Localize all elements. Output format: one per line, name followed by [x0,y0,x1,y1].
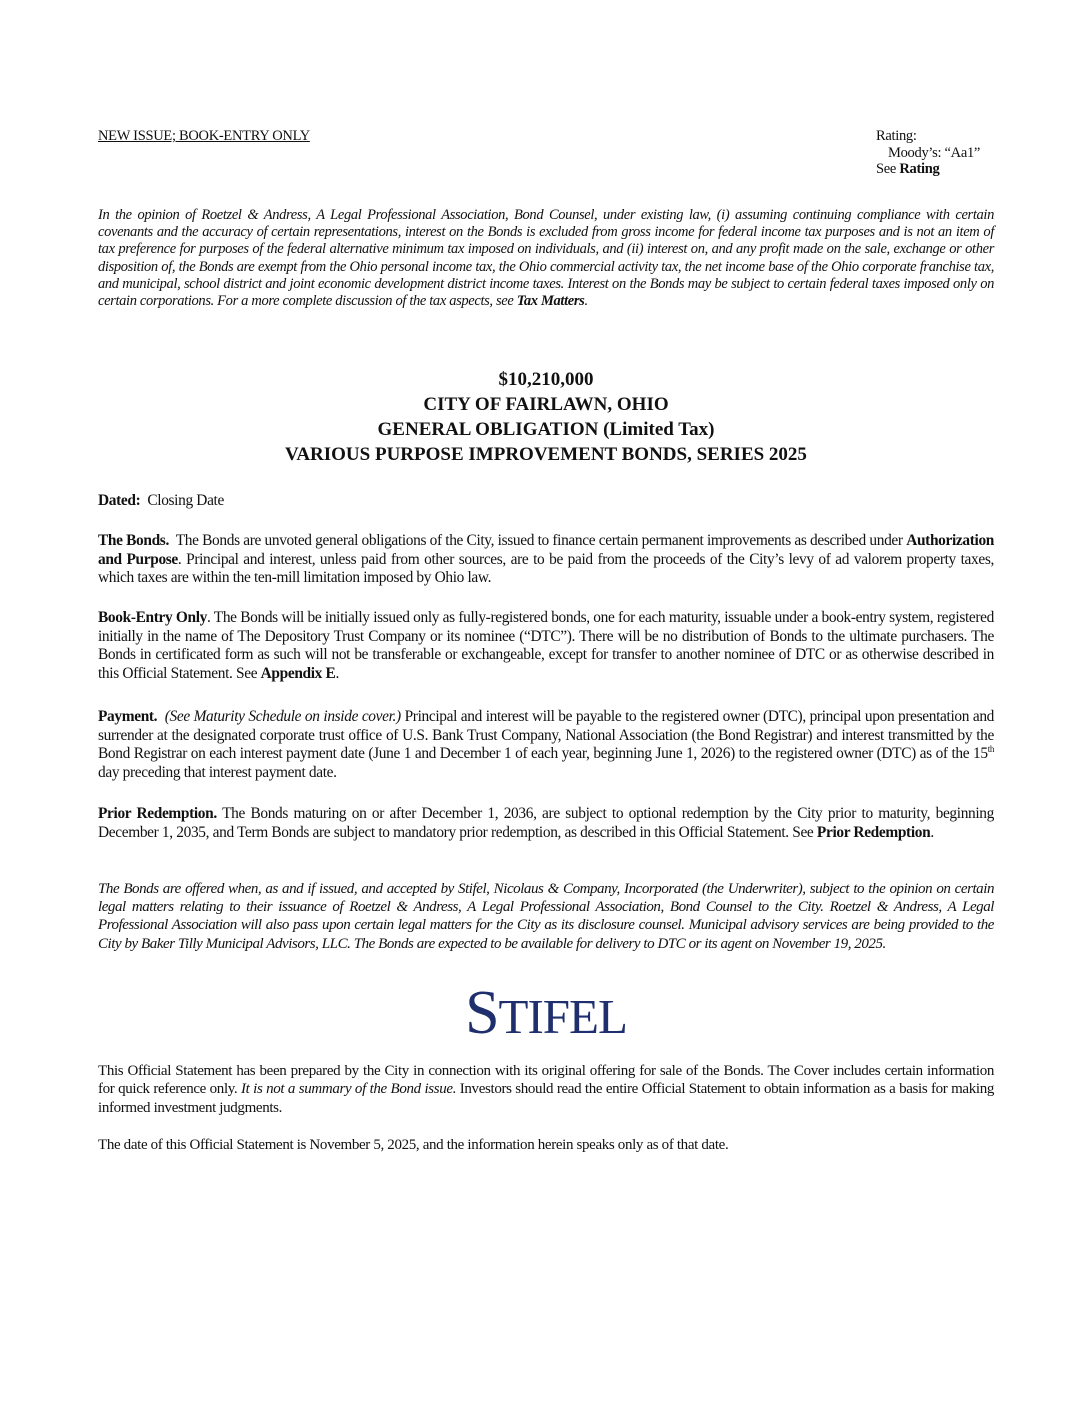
prepared-paragraph [98,1062,994,1117]
appendix-e-link[interactable]: Appendix E [260,664,336,682]
issuer-name: CITY OF FAIRLAWN, OHIO [423,394,669,415]
payment-paragraph [98,708,994,782]
prior-redemption-end: . [930,823,934,841]
bond-type: GENERAL OBLIGATION (Limited Tax) [377,419,715,440]
book-entry-paragraph [98,609,994,683]
issue-type-label: NEW ISSUE; BOOK-ENTRY ONLY [98,128,310,144]
payment-heading: Payment. [98,708,158,725]
prepared-text-1: This Official Statement has been prepared by the City in connection with its original offering for sale of the Bonds. The Cover includes certain information for quick reference only. [98,1063,994,1098]
book-entry-heading: Book-Entry Only [98,609,207,626]
not-summary-note: It is not a summary of the Bond issue. [241,1081,457,1098]
rating-label: Rating: [876,128,917,144]
prior-redemption-link[interactable]: Prior Redemption [816,823,931,841]
the-bonds-heading: The Bonds. [98,532,169,549]
rating-section-link[interactable]: Rating [899,161,940,177]
prepared-text-2: Investors should read the entire Official Statement to obtain information as a basis for making informed investment judgments. [98,1081,994,1116]
prior-redemption-text: The Bonds maturing on or after December 1, 2036, are subject to optional redemption by the City prior to maturity, beginning December 1, 2035, and Term Bonds are subject to mandatory prior redemption, as described in this Official Statement. See [98,805,995,841]
dated-value: Closing Date [147,492,224,509]
rating-box [876,128,980,178]
bond-amount: $10,210,000 [498,369,594,390]
logo-first-letter: S [465,979,499,1047]
the-bonds-text-1: The Bonds are unvoted general obligations of the City, issued to finance certain permanent improvements as described under [175,532,907,549]
rating-see-prefix: See [876,161,900,177]
tax-opinion-text: In the opinion of Roetzel & Andress, A Legal Professional Association, Bond Counsel, under existing law, (i) assuming continuing compliance with certain covenants and the accuracy of certain representations, interest on the Bonds is excluded from gross income for federal income tax purposes and is not an item of tax preference for purposes of the federal alternative minimum tax imposed on individuals, and (ii) interest on, and any profit made on the sale, exchange or other disposition of, the Bonds are exempt from the Ohio personal income tax, the Ohio commercial activity tax, the net income base of the Ohio corporate franchise tax, and municipal, school district and joint economic development district income taxes. Interest on the Bonds may be subject to certain federal taxes imposed only on certain corporations. For a more complete discussion of the tax aspects, see [98,207,994,310]
authorization-purpose-link[interactable]: Authorization and Purpose [98,532,994,568]
rating-value: Moody’s: “Aa1” [888,144,981,161]
payment-text-1: Principal and interest will be payable to the registered owner (DTC), principal upon presentation and surrender at the designated corporate trust office of U.S. Bank Trust Company, National Association (the Bond Registrar) and interest transmitted by the Bond Registrar on each interest payment date (June 1 and December 1 of each year, beginning June 1, 2026) to the registered owner (DTC) as of the 15 [98,708,995,763]
stifel-logo [98,978,994,1052]
payment-text-2: day preceding that interest payment date. [98,763,337,781]
bond-series: VARIOUS PURPOSE IMPROVEMENT BONDS, SERIES 2025 [285,444,807,465]
rating-reference [876,161,980,178]
book-entry-text: . The Bonds will be initially issued only as fully-registered bonds, one for each maturity, issuable under a book-entry system, registered initially in the name of The Depository Trust Company or its nominee (“DTC”). There will be no distribution of Bonds to the ultimate purchasers. The Bonds in certificated form as such will not be transferable or exchangeable, except for transfer to another nominee of DTC or as otherwise described in this Official Statement. See [98,609,994,682]
statement-date-paragraph: The date of this Official Statement is November 5, 2025, and the information herein speaks only as of that date. [98,1137,729,1153]
dated-label: Dated: [98,492,141,509]
dated-line [98,492,994,511]
the-bonds-text-2: . Principal and interest, unless paid from other sources, are to be paid from the proceeds of the City’s levy of ad valorem property taxes, which taxes are within the ten-mill limitation imposed by Ohio law. [98,550,994,587]
tax-opinion-end: . [584,293,588,310]
the-bonds-paragraph [98,532,994,588]
prior-redemption-heading: Prior Redemption. [98,805,217,822]
ordinal-suffix: th [987,744,994,755]
book-entry-end: . [335,664,339,682]
logo-rest: TIFEL [498,989,627,1044]
prior-redemption-paragraph [98,805,994,842]
tax-opinion-paragraph [98,207,994,310]
bond-title-block [98,367,994,467]
tax-matters-link[interactable]: Tax Matters [516,293,585,310]
offering-paragraph: The Bonds are offered when, as and if issued, and accepted by Stifel, Nicolaus & Company, Incorporated (the Underwriter), subject to the opinion on certain legal matters relating to their issuance of Roetzel & Andress, A Legal Professional Association, Bond Counsel to the City. Roetzel & Andress, A Legal Professional Association will also pass upon certain legal matters for the City as its disclosure counsel. Municipal advisory services are being provided to the City by Baker Tilly Municipal Advisors, LLC. The Bonds are expected to be available for delivery to DTC or its agent on November 19, 2025. [98,881,994,952]
cover-header [98,128,994,188]
maturity-schedule-note: (See Maturity Schedule on inside cover.) [164,708,401,725]
